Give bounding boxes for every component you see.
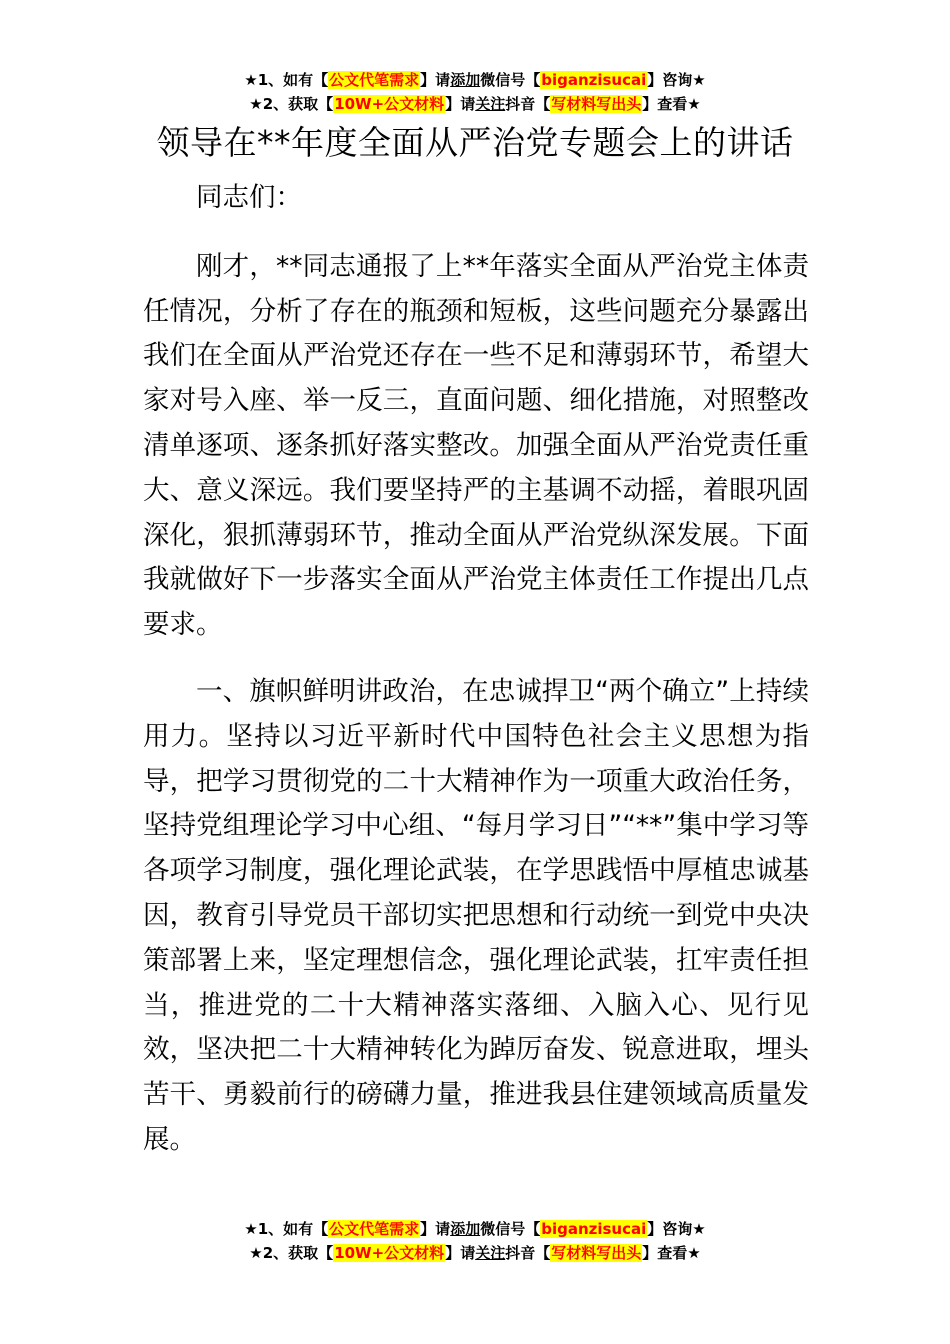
banner-highlight-wechat-id: biganzisucai [541,71,647,89]
banner-line-1 [0,1217,950,1241]
banner-text: ★1、如有【 [244,71,329,89]
banner-text: 】咨询★ [647,1220,706,1238]
banner-text: 】请 [445,1244,476,1262]
bottom-banner [0,1217,950,1265]
banner-highlight-douyin-id: 写材料写出头 [551,95,642,113]
banner-text: 】咨询★ [647,71,706,89]
banner-highlight-wechat-id: biganzisucai [541,1220,647,1238]
banner-highlight-service: 公文代笔需求 [329,71,420,89]
banner-text: 】请 [420,71,451,89]
banner-text: 微信号【 [480,1220,541,1238]
banner-highlight-service: 公文代笔需求 [329,1220,420,1238]
paragraph: 刚才，**同志通报了上**年落实全面从严治党主体责任情况，分析了存在的瓶颈和短板，这些问题充分暴露出我们在全面从严治党还存在一些不足和薄弱环节，希望大家对号入座、举一反三，直面问题、细化措施，对照整改清单逐项、逐条抓好落实整改。加强全面从严治党责任重大、意义深远。我们要坚持严的主基调不动摇，着眼巩固深化，狠抓薄弱环节，推动全面从严治党纵深发展。下面我就做好下一步落实全面从严治党主体责任工作提出几点要求。 [143,250,809,641]
banner-highlight-materials: 10W+公文材料 [334,95,445,113]
document-body [143,176,809,1185]
banner-text: ★1、如有【 [244,1220,329,1238]
banner-underlined-text: 关注 [475,95,506,113]
banner-text: 微信号【 [480,71,541,89]
banner-text: 】查看★ [642,1244,701,1262]
banner-line-2 [0,1241,950,1265]
greeting: 同志们： [196,182,302,213]
banner-text: ★2、获取【 [249,95,334,113]
banner-underlined-text: 添加 [450,71,481,89]
banner-text: 】请 [445,95,476,113]
banner-text: 】查看★ [642,95,701,113]
banner-underlined-text: 添加 [450,1220,481,1238]
banner-text: ★2、获取【 [249,1244,334,1262]
banner-highlight-materials: 10W+公文材料 [334,1244,445,1262]
banner-text: 抖音【 [505,1244,551,1262]
banner-highlight-douyin-id: 写材料写出头 [551,1244,642,1262]
banner-line-2 [0,92,950,116]
document-title: 领导在**年度全面从严治党专题会上的讲话 [156,123,794,162]
banner-line-1 [0,68,950,92]
banner-text: 抖音【 [505,95,551,113]
banner-text: 】请 [420,1220,451,1238]
top-banner [0,68,950,116]
paragraph: 一、旗帜鲜明讲政治，在忠诚捍卫“两个确立”上持续用力。坚持以习近平新时代中国特色社会主义思想为指导，把学习贯彻党的二十大精神作为一项重大政治任务，坚持党组理论学习中心组、“每月学习日”“**”集中学习等各项学习制度，强化理论武装，在学思践悟中厚植忠诚基因，教育引导党员干部切实把思想和行动统一到党中央决策部署上来，坚定理想信念，强化理论武装，扛牢责任担当，推进党的二十大精神落实落细、入脑入心、见行见效，坚决把二十大精神转化为踔厉奋发、锐意进取，埋头苦干、勇毅前行的磅礴力量，推进我县住建领域高质量发展。 [143,675,809,1155]
banner-underlined-text: 关注 [475,1244,506,1262]
